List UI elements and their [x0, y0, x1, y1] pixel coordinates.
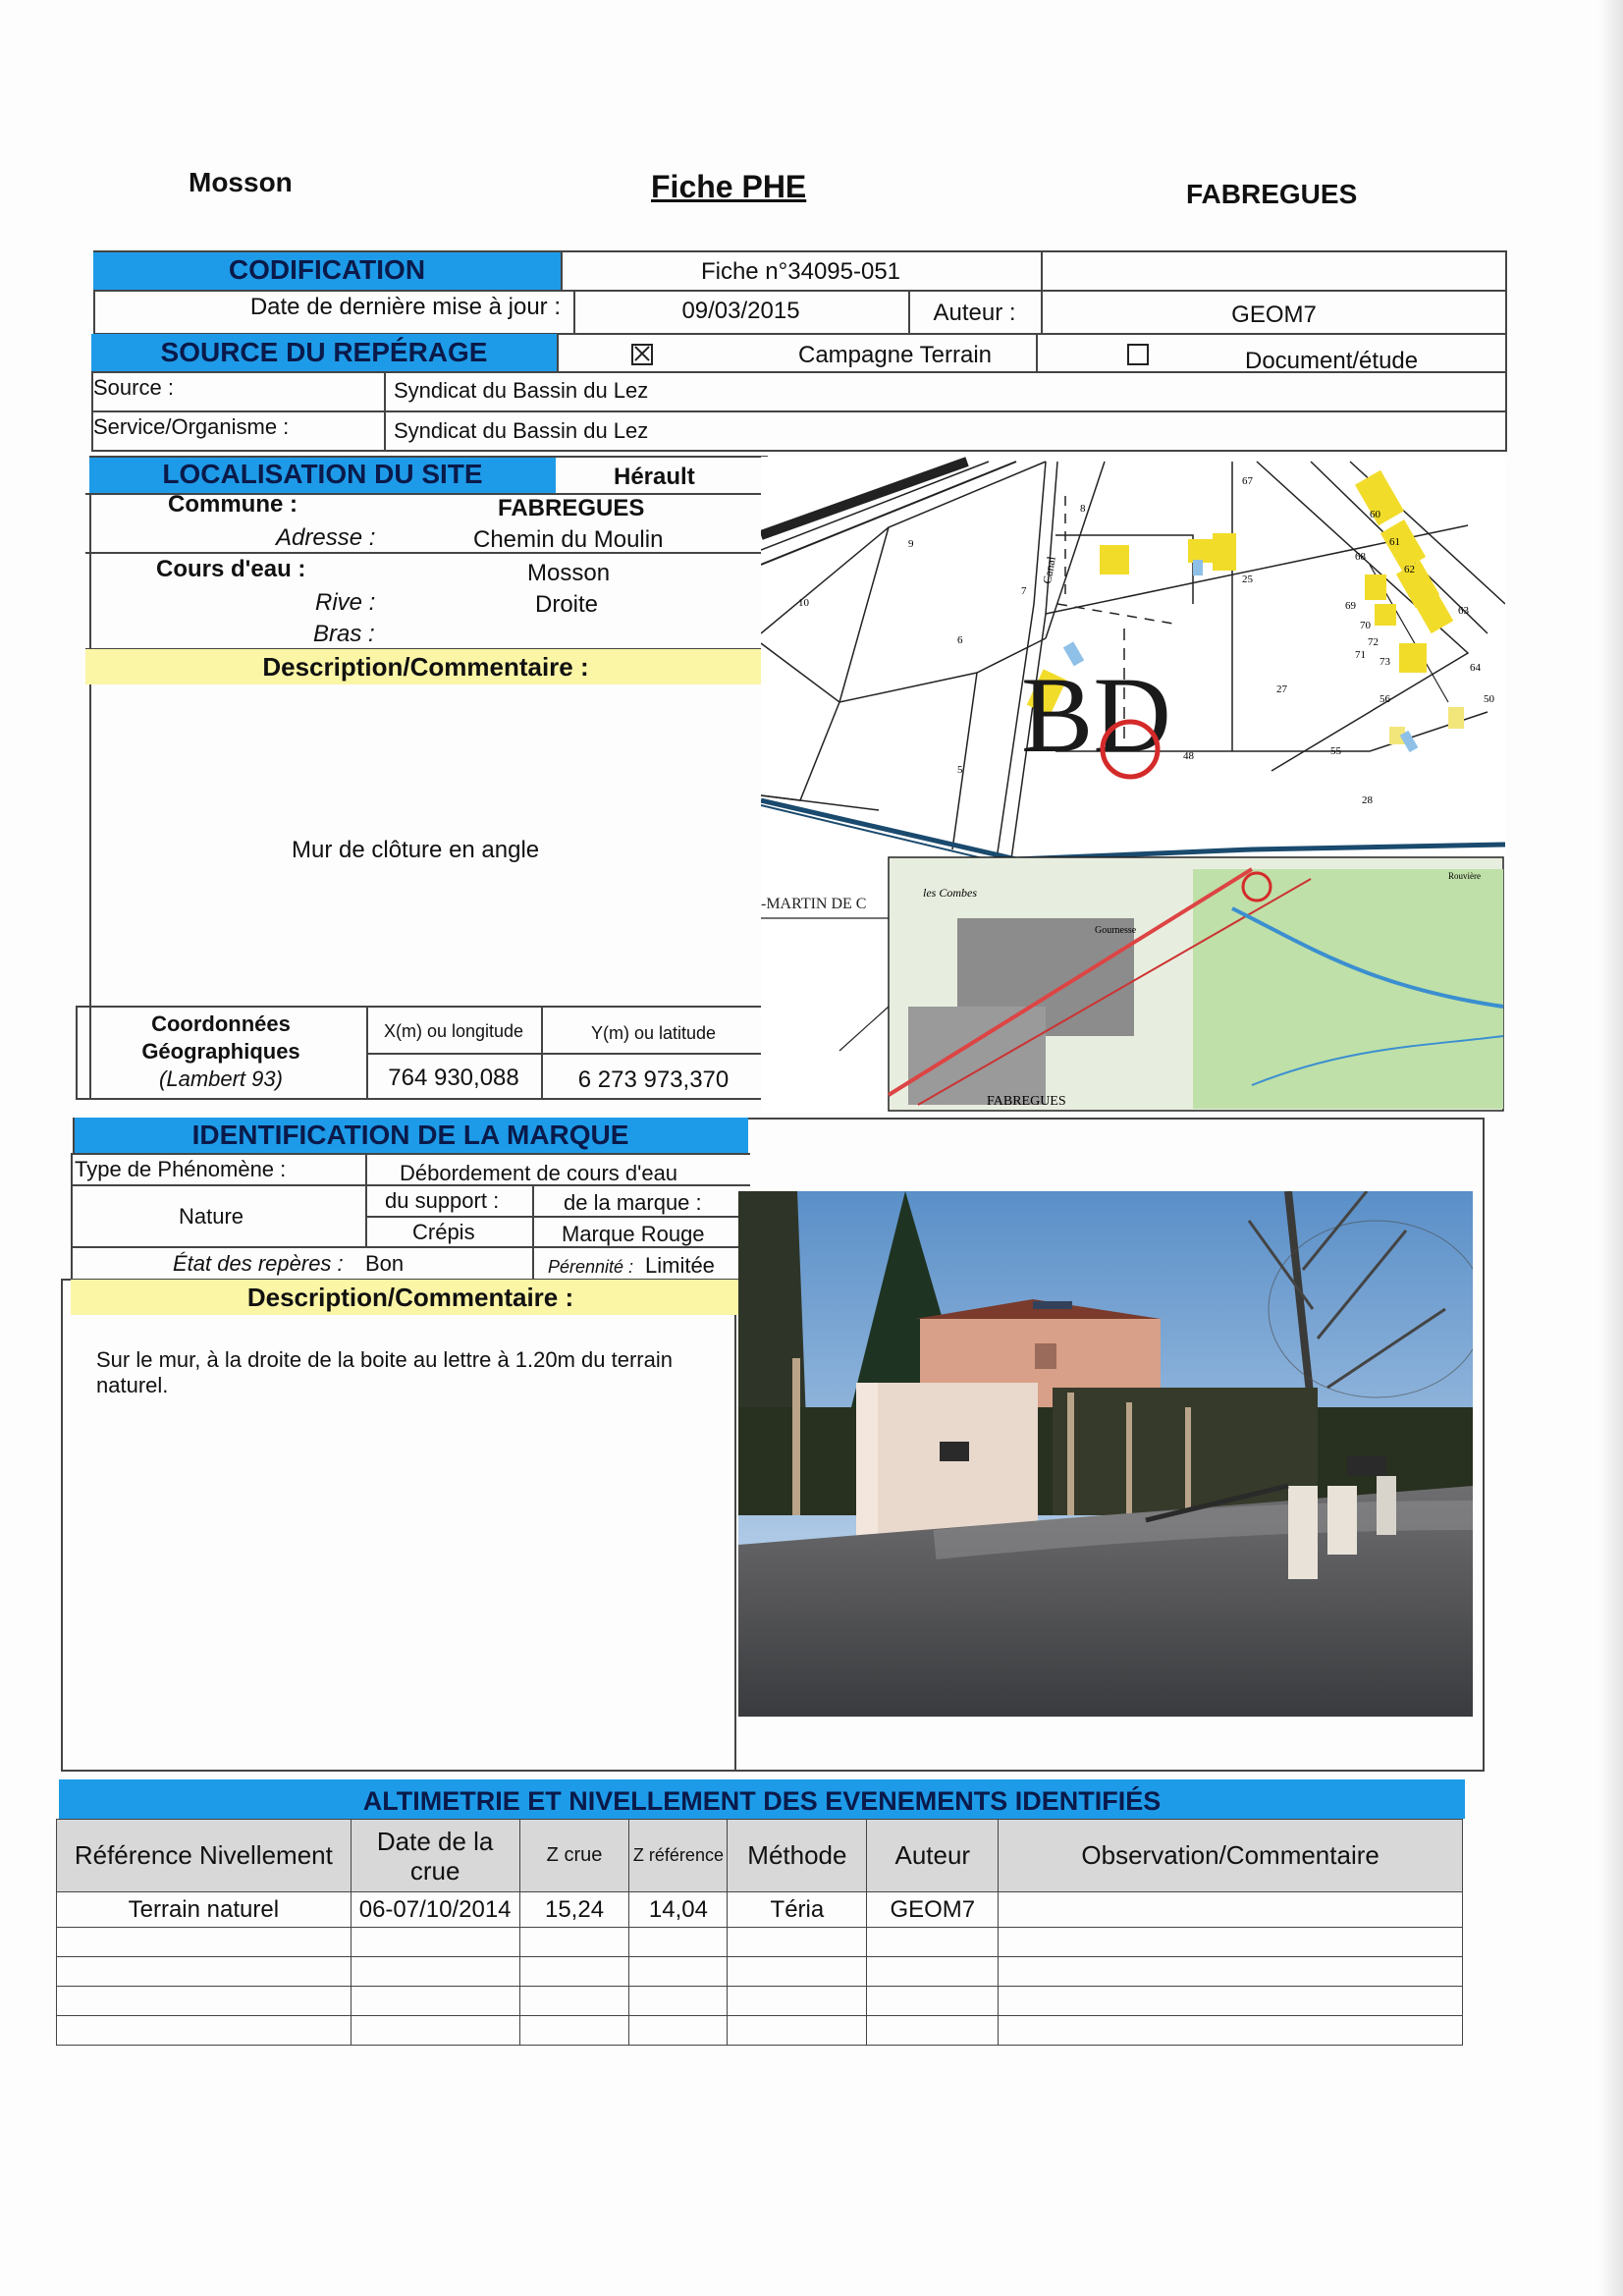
table-cell: [351, 1957, 519, 1987]
table-cell: [629, 2016, 728, 2046]
support-value: Crépis: [412, 1220, 475, 1244]
x-label: X(m) ou longitude: [383, 1021, 524, 1041]
document-etude-checkbox[interactable]: [1127, 344, 1149, 365]
commune-header: FABREGUES: [1186, 179, 1358, 209]
svg-text:68: 68: [1355, 551, 1366, 563]
fiche-number: Fiche n°34095-051: [700, 258, 901, 285]
codification-title: CODIFICATION: [93, 250, 561, 290]
table-cell: 06-07/10/2014: [351, 1892, 519, 1928]
table-cell: Téria: [728, 1892, 867, 1928]
author-label: Auteur :: [933, 300, 1016, 326]
topo-map-inset: [889, 857, 1503, 1111]
scan-edge: [1598, 0, 1623, 2296]
table-cell: [867, 1987, 999, 2016]
svg-text:56: 56: [1380, 693, 1390, 705]
table-cell: [57, 1928, 352, 1957]
cours-eau-value: Mosson: [527, 560, 611, 586]
source-title: SOURCE DU REPÉRAGE: [91, 334, 557, 371]
site-photo: [738, 1191, 1473, 1717]
source-section: [91, 332, 1507, 452]
rive-value: Droite: [535, 591, 599, 618]
svg-text:25: 25: [1242, 574, 1253, 585]
table-cell: [999, 2016, 1463, 2046]
localisation-title: LOCALISATION DU SITE: [89, 456, 556, 493]
table-cell: [728, 2016, 867, 2046]
svg-text:55: 55: [1330, 745, 1341, 757]
table-cell: [57, 2016, 352, 2046]
table-cell: [999, 1892, 1463, 1928]
campagne-terrain-checkbox[interactable]: [631, 344, 653, 365]
svg-text:28: 28: [1362, 794, 1373, 806]
page-title: Fiche PHE: [651, 169, 807, 204]
svg-text:les Combes: les Combes: [923, 886, 977, 900]
svg-text:61: 61: [1389, 536, 1400, 548]
altimetrie-header-row: [57, 1820, 1463, 1892]
service-value: Syndicat du Bassin du Lez: [394, 418, 649, 443]
table-row: [57, 1928, 1463, 1957]
type-phenomene-value: Débordement de cours d'eau: [400, 1161, 678, 1185]
svg-text:7: 7: [1021, 585, 1027, 597]
author-value: GEOM7: [1231, 301, 1317, 328]
table-cell: [519, 1928, 629, 1957]
svg-text:5: 5: [957, 764, 963, 776]
commune-label: Commune :: [168, 491, 298, 518]
table-cell: [728, 1987, 867, 2016]
svg-text:Rouvière: Rouvière: [1448, 871, 1481, 881]
svg-text:69: 69: [1345, 600, 1356, 612]
table-cell: [999, 1987, 1463, 2016]
table-cell: [867, 2016, 999, 2046]
col-header: Référence Nivellement: [57, 1820, 352, 1892]
bd-watermark: BD: [1021, 655, 1171, 775]
table-cell: [57, 1957, 352, 1987]
table-row: [57, 1987, 1463, 2016]
col-header: Observation/Commentaire: [999, 1820, 1463, 1892]
table-cell: [867, 1957, 999, 1987]
etat-label: État des repères :: [173, 1251, 344, 1276]
col-header: Méthode: [728, 1820, 867, 1892]
y-value: 6 273 973,370: [577, 1066, 730, 1093]
perennite-value: Limitée: [645, 1253, 715, 1278]
table-cell: [867, 1928, 999, 1957]
table-cell: [629, 1928, 728, 1957]
bras-label: Bras :: [313, 621, 375, 647]
col-header: Auteur: [867, 1820, 999, 1892]
update-date-label: Date de dernière mise à jour :: [249, 294, 561, 320]
departement: Hérault: [614, 464, 695, 490]
source-label: Source :: [93, 375, 174, 400]
nature-label: Nature: [179, 1204, 244, 1229]
y-label: Y(m) ou latitude: [590, 1023, 717, 1043]
coord-label-line3: (Lambert 93): [159, 1066, 283, 1091]
table-cell: [999, 1928, 1463, 1957]
col-header: Z crue: [519, 1820, 629, 1892]
support-label: du support :: [385, 1188, 500, 1213]
localisation-section: [76, 454, 768, 1102]
table-cell: [728, 1928, 867, 1957]
table-cell: GEOM7: [867, 1892, 999, 1928]
table-cell: [351, 1987, 519, 2016]
table-cell: [57, 1987, 352, 2016]
svg-text:73: 73: [1380, 656, 1390, 668]
svg-text:27: 27: [1276, 683, 1287, 695]
adresse-value: Chemin du Moulin: [473, 526, 664, 553]
localisation-desc-title: Description/Commentaire :: [85, 649, 766, 684]
cours-eau-label: Cours d'eau :: [156, 556, 306, 582]
checked-box-icon: [631, 344, 653, 365]
x-value: 764 930,088: [388, 1065, 519, 1091]
svg-text:71: 71: [1355, 649, 1366, 661]
svg-text:67: 67: [1242, 475, 1253, 487]
svg-text:-MARTIN DE C: -MARTIN DE C: [761, 896, 867, 912]
river-name: Mosson: [189, 167, 293, 197]
location-map: [761, 457, 1505, 1113]
svg-text:Canal: Canal: [1040, 555, 1058, 585]
marque-label: de la marque :: [564, 1190, 702, 1215]
campagne-terrain-label: Campagne Terrain: [798, 342, 993, 368]
cadastre-map: [761, 457, 1505, 1113]
localisation-desc-text: Mur de clôture en angle: [292, 837, 540, 863]
marque-value: Marque Rouge: [562, 1222, 705, 1246]
table-cell: [728, 1957, 867, 1987]
altimetrie-table: [56, 1819, 1463, 2046]
col-header: Date de la crue: [351, 1820, 519, 1892]
table-cell: [351, 1928, 519, 1957]
type-phenomene-label: Type de Phénomène :: [75, 1157, 287, 1181]
svg-text:60: 60: [1370, 509, 1380, 520]
table-cell: 15,24: [519, 1892, 629, 1928]
update-date-value: 09/03/2015: [681, 298, 800, 324]
table-cell: [519, 1957, 629, 1987]
svg-text:64: 64: [1470, 662, 1481, 674]
source-value: Syndicat du Bassin du Lez: [394, 378, 649, 403]
table-cell: [519, 2016, 629, 2046]
table-cell: [519, 1987, 629, 2016]
svg-text:72: 72: [1368, 636, 1379, 648]
table-cell: [999, 1957, 1463, 1987]
svg-text:10: 10: [798, 597, 809, 609]
rive-label: Rive :: [315, 589, 376, 616]
svg-text:63: 63: [1458, 605, 1469, 617]
table-cell: [629, 1957, 728, 1987]
service-label: Service/Organisme :: [93, 414, 290, 439]
table-cell: [351, 2016, 519, 2046]
etat-value: Bon: [365, 1251, 405, 1276]
svg-text:FABREGUES: FABREGUES: [987, 1094, 1066, 1109]
table-cell: [629, 1987, 728, 2016]
svg-text:62: 62: [1404, 564, 1415, 575]
coord-label-line2: Géographiques: [141, 1039, 300, 1064]
perennite-label: Pérennité :: [548, 1257, 634, 1277]
coord-label-line1: Coordonnées: [151, 1011, 291, 1036]
svg-text:48: 48: [1183, 750, 1194, 762]
svg-text:50: 50: [1484, 693, 1494, 705]
table-row: [57, 1892, 1463, 1928]
col-header: Z référence: [629, 1820, 728, 1892]
table-row: [57, 2016, 1463, 2046]
marque-desc-text: Sur le mur, à la droite de la boite au lettre à 1.20m du terrain naturel.: [96, 1347, 673, 1397]
table-cell: Terrain naturel: [57, 1892, 352, 1928]
altimetrie-title: ALTIMETRIE ET NIVELLEMENT DES EVENEMENTS IDENTIFIÉS: [59, 1779, 1465, 1819]
svg-text:70: 70: [1360, 620, 1371, 631]
svg-text:Gournesse: Gournesse: [1095, 925, 1137, 936]
marque-title: IDENTIFICATION DE LA MARQUE: [73, 1118, 748, 1153]
unchecked-box-icon: [1127, 344, 1149, 365]
svg-text:9: 9: [908, 538, 914, 550]
document-etude-label: Document/étude: [1245, 348, 1419, 374]
marque-desc-title: Description/Commentaire :: [71, 1280, 750, 1315]
adresse-label: Adresse :: [276, 524, 376, 551]
commune-value: FABREGUES: [498, 495, 645, 521]
table-row: [57, 1957, 1463, 1987]
svg-text:6: 6: [957, 634, 963, 646]
svg-text:8: 8: [1080, 503, 1086, 515]
table-cell: 14,04: [629, 1892, 728, 1928]
codification-section: [93, 250, 1507, 335]
